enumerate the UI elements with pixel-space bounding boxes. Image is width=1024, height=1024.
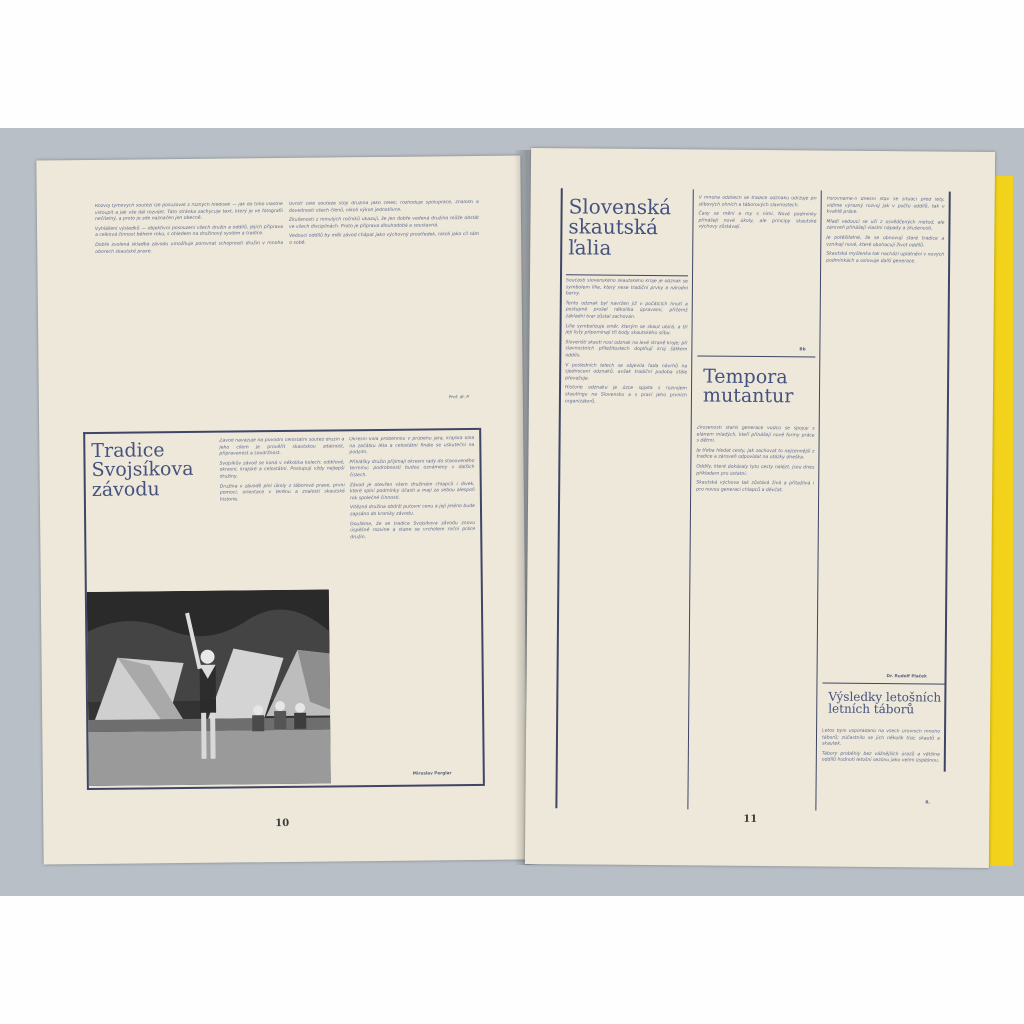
paragraph: Okresní kola proběhnou v průběhu jara, krajská kola na začátku léta a celostátní finále se uskuteční na podzim. <box>349 435 475 456</box>
right-column-2-top <box>697 195 816 346</box>
headline-vysledky: Výsledky letošních letních táborů <box>828 689 942 717</box>
headline-underline <box>566 274 688 276</box>
right-column-3-bottom <box>821 729 940 800</box>
paragraph: Závod navazuje na původní celostátní soutěž družin a jeho cílem je prověřit skautskou zdatnost, připravenost a soudržnost. <box>219 437 345 457</box>
frame-right <box>479 428 484 784</box>
left-article-column-a <box>219 437 346 583</box>
paragraph: Doufáme, že se tradice Svojsíkova závodu znovu úspěšně rozvine a stane se vrcholem roční práce družin. <box>350 520 476 541</box>
paragraph: Vyhlášení výsledků — objektivní posouzení všech družin a oddílů, jejich příprava a celková činnost během roku, s ohledem na družinový systém a tradice. <box>95 224 284 239</box>
author-signature: Miroslav Perglar <box>412 770 452 776</box>
paragraph: Přihlášky družin přijímají okresní rady do stanoveného termínu; podrobnosti budou oznámeny v dalších číslech. <box>349 458 475 479</box>
paragraph: Časy se mění a my s nimi. Nové podmínky přinášejí nové úkoly, ale principy skautské výchovy zůstávají. <box>698 211 817 231</box>
paragraph: Tábory proběhly bez vážnějších úrazů a většina oddílů hodnotí letošní sezónu jako velmi úspěšnou. <box>821 751 940 764</box>
column-rule <box>815 191 821 811</box>
paragraph: Lilie symbolizuje směr, kterým se skaut ubírá, a tři její listy připomínají tři body skautského slibu. <box>565 323 688 337</box>
paragraph: Oddíly, které dokázaly tyto cesty nalézt, jsou dnes příkladem pro ostatní. <box>696 464 815 477</box>
top-signature: Prof. dr. P. <box>448 394 470 400</box>
column-rule <box>944 192 951 772</box>
paragraph: Tento odznak byl navržen již v počátcích hnutí a postupně prošel několika úpravami, přičemž základní tvar zůstal zachován. <box>565 301 688 320</box>
paragraph: Závod je otevřen všem družinám chlapců i dívek, které splní podmínky účasti a mají za sebou alespoň rok společné činnosti. <box>349 481 475 502</box>
headline-tradice: Tradice Svojsíkova závodu <box>91 439 194 501</box>
left-article-column-b <box>349 436 477 767</box>
paragraph: Družina v závodě plní úkoly z táborové praxe, první pomoci, orientace v terénu a znalostí skautské historie. <box>219 482 345 503</box>
signature-r: R. <box>925 799 931 805</box>
paragraph: V mnoha oddílech se tradice odznaku udržuje při slibových ohních a táborových slavnostech. <box>698 195 817 208</box>
paragraph: Slovenští skauti nosí odznak na levé straně kroje; při slavnostních příležitostech doplňují kroj šátkem oddílu. <box>565 340 688 359</box>
paragraph: Mladí vedoucí se učí z osvědčených metod, ale zároveň přinášejí vlastní nápady a zkušenosti. <box>826 219 945 232</box>
paragraph: V posledních letech se objevila řada návrhů na sjednocení odznaků, avšak tradiční podoba stále převažuje. <box>565 362 688 382</box>
paragraph: Uvnitř celé soutěže stojí družina jako celek; rozhoduje spolupráce, znalosti a dovednosti všech členů, nikoli výkon jednotlivce. <box>288 199 479 214</box>
paragraph: Součástí slovenského skautského kroje je odznak se symbolem lilie, který nese tradiční prvky a národní barvy. <box>565 278 688 297</box>
right-page <box>525 148 995 868</box>
paragraph: Svojsíkův závod se koná v několika kolech: oddílové, okresní, krajské a celostátní. Postupují vždy nejlepší družiny. <box>219 460 345 480</box>
headline-slovenska: Slovenská skautská ľalia <box>568 194 672 260</box>
signature-placek: Dr. Rudolf Plaček <box>886 673 927 679</box>
paragraph: Rozvoj týmových soutěží lze posuzovat z různých hledisek — jak do toho vlastně vstoupit a jak vše dál rozvíjet. Tato stránka zachycuje text, který je ve fotografii nečitelný, a proto je zde naznačen jen obecně. <box>94 201 283 223</box>
headline-tempora: Tempora mutantur <box>702 365 794 408</box>
paragraph: Je třeba hledat cesty, jak zachovat to nejcennější z tradice a zároveň odpovídat na otázky dneška. <box>696 448 815 461</box>
right-column-1 <box>561 278 688 809</box>
right-column-3-top <box>823 197 945 668</box>
paragraph: Zkušenosti starší generace vůdců se spojují s elánem mladých, kteří přinášejí nové formy práce s dětmi. <box>696 425 815 444</box>
paragraph: Dobře zvolená skladba závodu umožňuje porovnat schopnosti družin v mnoha oborech skautské praxe. <box>95 240 284 255</box>
paragraph: Je potěšitelné, že se obnovují staré tradice a vznikají nové, které obohacují život oddílů. <box>826 235 945 248</box>
paragraph: Porovnáme-li dnešní stav se situací před lety, vidíme výrazný rozvoj jak v počtu oddílů, tak v kvalitě práce. <box>826 196 945 216</box>
paragraph: Zkušenosti z minulých ročníků ukazují, že jen dobře vedená družina může obstát ve všech disciplínách. Proto je příprava dlouhodobá a soustavná. <box>288 216 479 230</box>
scout-camp-photo <box>87 590 331 787</box>
paragraph: Skautská výchova tak zůstává živá a přitažlivá i pro novou generaci chlapců a děvčat. <box>696 480 815 493</box>
left-top-column-1 <box>95 202 285 436</box>
paragraph: Skautská myšlenka tak nachází uplatnění v nových podmínkách a oslovuje další generace. <box>826 251 945 265</box>
page-number-right: 11 <box>743 813 758 825</box>
paragraph: Historie odznaku je úzce spjata s rozvojem skautingu na Slovensku a s prací jeho prvních organizátorů. <box>564 385 688 405</box>
section-rule <box>697 355 815 357</box>
signature-bb: Bb <box>799 346 806 352</box>
column-rule <box>687 189 693 809</box>
paragraph: Vítězná družina obdrží putovní cenu a její jméno bude zapsáno do kroniky závodu. <box>349 504 476 518</box>
paragraph: Letos bylo uspořádáno na všech úrovních mnoho táborů; zúčastnilo se jich několik tisíc skautů a skautek. <box>821 728 941 747</box>
section-rule <box>822 683 944 685</box>
paragraph: Vedoucí oddílů by měli závod chápat jako výchovný prostředek, nikoli jako cíl sám o sobě. <box>289 232 480 246</box>
right-column-2-bottom <box>693 425 814 810</box>
left-page <box>36 155 527 864</box>
page-number-left: 10 <box>275 817 290 830</box>
